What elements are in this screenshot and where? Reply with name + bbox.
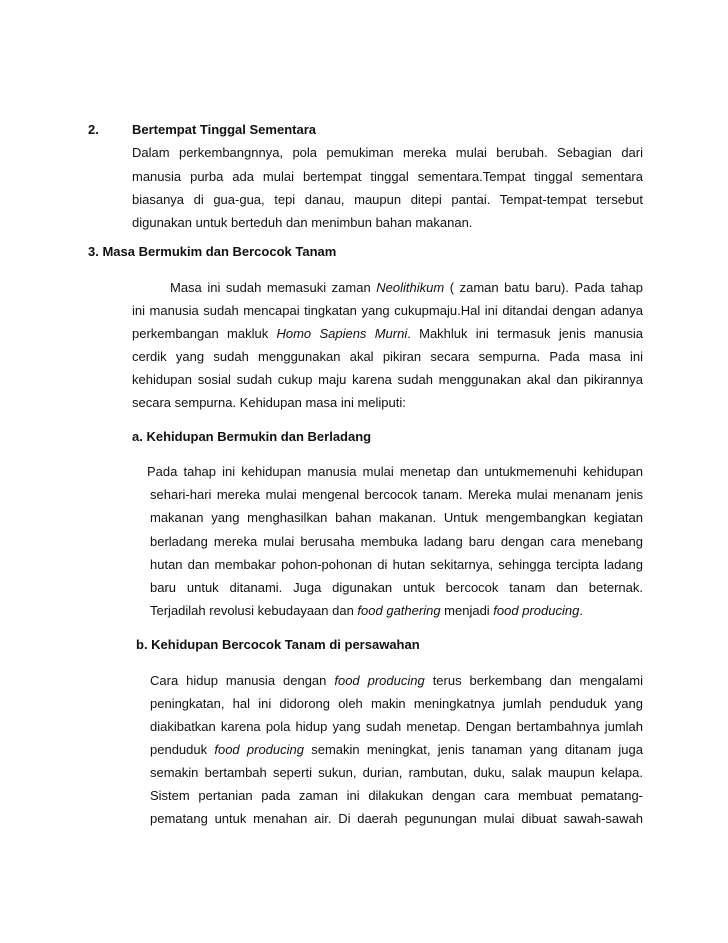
paragraph-line: manusia purba ada mulai bertempat tinggal sementara.Tempat tinggal sementara bbox=[132, 169, 643, 184]
paragraph-line: Terjadilah revolusi kebudayaan dan food gathering menjadi food producing. bbox=[150, 603, 583, 618]
paragraph-line: makanan yang menghasilkan bahan makanan. Untuk mengembangkan kegiatan bbox=[150, 510, 643, 525]
paragraph-line: cerdik yang sudah menggunakan akal pikiran secara sempurna. Pada masa ini bbox=[132, 349, 643, 364]
paragraph-line: semakin bertambah seperti sukun, durian, rambutan, duku, salak maupun kelapa. bbox=[150, 765, 643, 780]
paragraph-line: pematang untuk menahan air. Di daerah pegunungan mulai dibuat sawah-sawah bbox=[150, 811, 643, 826]
paragraph-line: ini manusia sudah mencapai tingkatan yang cukupmaju.Hal ini ditandai dengan adanya bbox=[132, 303, 643, 318]
subsection-heading: b. Kehidupan Bercocok Tanam di persawahan bbox=[136, 637, 420, 652]
paragraph-line: Pada tahap ini kehidupan manusia mulai menetap dan untukmemenuhi kehidupan bbox=[147, 464, 643, 479]
paragraph-line: peningkatan, hal ini didorong oleh makin meningkatnya jumlah penduduk yang bbox=[150, 696, 643, 711]
paragraph-line: hutan dan membakar pohon-pohonan di hutan sekitarnya, sehingga tercipta ladang bbox=[150, 557, 643, 572]
paragraph-line: perkembangan makluk Homo Sapiens Murni. Makhluk ini termasuk jenis manusia bbox=[132, 326, 643, 341]
section-heading: 3. Masa Bermukim dan Bercocok Tanam bbox=[88, 244, 337, 259]
paragraph-line: kehidupan sosial sudah cukup maju karena sudah menggunakan akal dan pikirannya bbox=[132, 372, 643, 387]
paragraph-line: berladang mereka mulai berusaha membuka ladang baru dengan cara menebang bbox=[150, 534, 643, 549]
paragraph-line: Masa ini sudah memasuki zaman Neolithikum ( zaman batu baru). Pada tahap bbox=[170, 280, 643, 295]
paragraph-line: baru untuk ditanami. Juga digunakan untuk bercocok tanam dan beternak. bbox=[150, 580, 643, 595]
paragraph-line: Dalam perkembangnnya, pola pemukiman mereka mulai berubah. Sebagian dari bbox=[132, 145, 643, 160]
paragraph-line: penduduk food producing semakin meningkat, jenis tanaman yang ditanam juga bbox=[150, 742, 643, 757]
section-heading: Bertempat Tinggal Sementara bbox=[132, 122, 316, 137]
paragraph-line: sehari-hari mereka mulai mengenal bercocok tanam. Mereka mulai menanam jenis bbox=[150, 487, 643, 502]
paragraph-line: Sistem pertanian pada zaman ini dilakukan dengan cara membuat pematang- bbox=[150, 788, 643, 803]
subsection-heading: a. Kehidupan Bermukin dan Berladang bbox=[132, 429, 372, 444]
paragraph-line: diakibatkan karena pola hidup yang sudah menetap. Dengan bertambahnya jumlah bbox=[150, 719, 643, 734]
paragraph-line: Cara hidup manusia dengan food producing terus berkembang dan mengalami bbox=[150, 673, 644, 688]
paragraph-line: secara sempurna. Kehidupan masa ini meliputi: bbox=[132, 395, 406, 410]
paragraph-line: digunakan untuk berteduh dan menimbun bahan makanan. bbox=[132, 215, 473, 230]
section-number: 2. bbox=[88, 122, 99, 137]
paragraph-line: biasanya di gua-gua, tepi danau, maupun ditepi pantai. Tempat-tempat tersebut bbox=[132, 192, 643, 207]
